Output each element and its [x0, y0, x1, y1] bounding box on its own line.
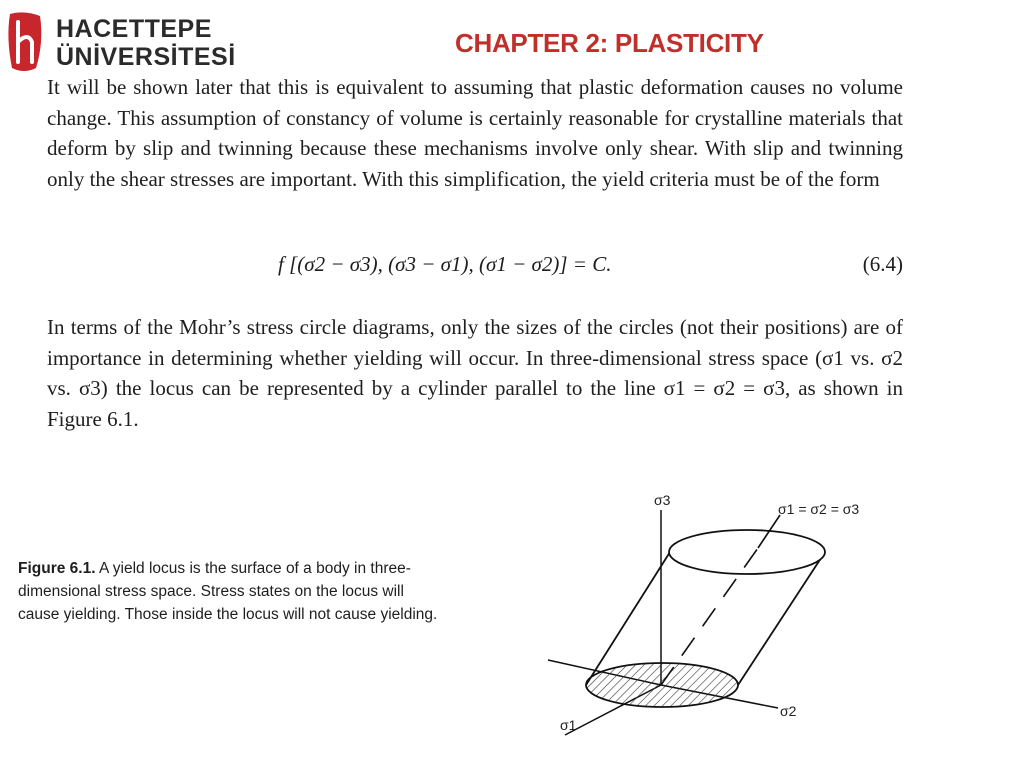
yield-locus-diagram [540, 480, 900, 750]
figure-caption-label: Figure 6.1. [18, 560, 96, 577]
hacettepe-emblem-icon [2, 8, 52, 76]
sigma3-label: σ3 [654, 492, 671, 508]
sigma2-label: σ2 [780, 703, 797, 719]
figure-caption-text: A yield locus is the surface of a body in three-dimensional stress space. Stress states on the locus will cause yielding. Those inside the locus will not cause yielding. [18, 560, 438, 623]
logo-line-1: HACETTEPE [56, 15, 212, 43]
paragraph-1: It will be shown later that this is equivalent to assuming that plastic deformation causes no volume change. This assumption of constancy of volume is certainly reasonable for crystalline materials that deform by slip and twinning because these mechanisms involve only shear. With slip and twinning only the shear stresses are important. With this simplification, the yield criteria must be of the form [47, 75, 903, 191]
chapter-title: CHAPTER 2: PLASTICITY [455, 28, 764, 58]
equation-number: (6.4) [862, 252, 903, 276]
figure-caption [18, 557, 438, 626]
equation-expression: f [(σ2 − σ3), (σ3 − σ1), (σ1 − σ2)] = C. [278, 252, 612, 276]
base-circle [586, 663, 738, 707]
paragraph-2: In terms of the Mohr’s stress circle diagrams, only the sizes of the circles (not their positions) are of importance in determining whether yielding will occur. In three-dimensional stress space (σ1 vs. σ2 vs. σ3) the locus can be represented by a cylinder parallel to the line σ1 = σ2 = σ3, as shown in Figure 6.1. [47, 315, 903, 431]
sigma1-label: σ1 [560, 717, 577, 733]
equation-6-4 [0, 252, 903, 282]
hydrostatic-line-label: σ1 = σ2 = σ3 [778, 501, 860, 517]
yield-locus-figure [540, 480, 900, 750]
top-circle [669, 530, 825, 574]
university-logo [2, 8, 236, 76]
logo-line-2: ÜNİVERSİTESİ [56, 43, 236, 71]
